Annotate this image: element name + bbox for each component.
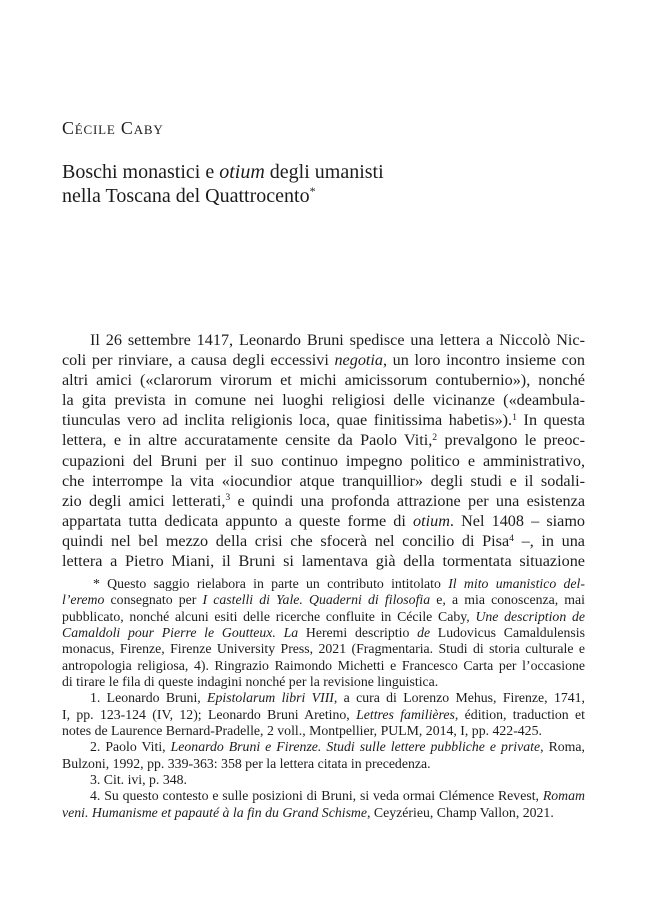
text-run: notes de Laurence Bernard-Pradelle, 2 voll., Montpellier, PULM, 2014, I, pp. 422-425. <box>62 723 542 739</box>
text-run: tiunculas vero ad inclita religionis loca, quae finitissima habetis»). <box>62 411 513 430</box>
body-line <box>62 511 585 531</box>
footnote-line <box>62 788 585 804</box>
text-run: . Nel 1408 – siamo <box>449 511 586 530</box>
text-run: monacus, Firenze, Firenze University Press, 2021 (Fragmentaria. Studi di storia culturale e <box>62 641 585 657</box>
text-run: e quindi una profonda attrazione per una esistenza <box>230 491 585 510</box>
text-run: prevalgono le preoc- <box>437 431 586 450</box>
text-run: quindi nel bel mezzo della crisi che sfocerà nel concilio di Pisa <box>62 531 510 550</box>
title-line <box>62 184 384 208</box>
footnote-line <box>62 723 585 739</box>
footnote-line <box>62 592 585 608</box>
article-title <box>62 160 384 208</box>
footnote-line <box>62 739 585 755</box>
text-run: coli per rinviare, a causa degli eccessivi <box>62 351 335 370</box>
body-line <box>62 430 585 450</box>
footnote-ref: 2 <box>432 432 438 444</box>
text-run: * Questo saggio rielabora in parte un contributo intitolato <box>93 576 449 591</box>
footnote-ref: 1 <box>512 412 517 424</box>
body-line <box>62 451 585 471</box>
italic-run: Leonardo Bruni e Firenze. Studi sulle lettere pubbliche e private <box>170 739 541 755</box>
text-run: , un loro incontro insieme con <box>383 351 585 370</box>
author-name: Cécile Caby <box>62 118 164 138</box>
body-line <box>62 370 585 390</box>
footnote-star <box>62 576 585 690</box>
text-run: 2. Paolo Viti, <box>90 739 171 755</box>
text-run: zio degli amici letterati, <box>62 491 226 510</box>
footnote-line <box>62 805 585 821</box>
text-run: lettera, e in altre accuratamente censite da Paolo Viti, <box>62 431 433 450</box>
footnote-line <box>62 690 585 706</box>
footnote-4 <box>62 788 585 821</box>
text-run: –, in una <box>513 531 585 550</box>
footnotes <box>62 576 585 821</box>
title-text: degli umanisti <box>264 161 384 183</box>
text-run: Ludovicus Camaldulensis <box>430 625 585 641</box>
footnote-ref: 3 <box>225 492 231 504</box>
body-line <box>62 410 585 430</box>
text-run: Heremi descriptio <box>298 625 418 641</box>
title-text: Boschi monastici e <box>62 161 220 183</box>
text-run: , Roma, <box>540 739 585 755</box>
text-run: la gita prevista in comune nei luoghi religiosi delle vicinanze («deambula- <box>62 391 585 410</box>
text-run: 1. Leonardo Bruni, <box>90 690 208 706</box>
text-run: appartata tutta dedicata appunto a queste forme di <box>62 511 414 530</box>
italic-run: Il mito umanistico del- <box>448 576 585 591</box>
body-line <box>62 491 585 511</box>
text-run: pubblicato, nonché alcuni esiti delle ricerche confluite in Cécile Caby, <box>62 608 476 624</box>
body-line <box>62 551 585 571</box>
footnote-line <box>62 756 585 772</box>
body-line <box>62 330 585 350</box>
text-run: , Ceyzérieu, Champ Vallon, 2021. <box>367 804 554 820</box>
body-text <box>62 330 585 571</box>
italic-run: Camaldoli pour Pierre le Goutteux. La <box>62 625 299 641</box>
footnote-line <box>62 625 585 641</box>
title-text: nella Toscana del Quattrocento <box>62 185 310 207</box>
text-run: 3. Cit. ivi, p. 348. <box>90 772 187 788</box>
body-line <box>62 471 585 491</box>
footnote-line <box>62 772 585 788</box>
footnote-line <box>62 609 585 625</box>
footnote-line <box>62 658 585 674</box>
body-line <box>62 390 585 410</box>
italic-run: Lettres familières <box>356 706 455 722</box>
footnote-line <box>62 674 585 690</box>
italic-run: Epistolarum libri VIII <box>207 690 334 706</box>
text-run: lettera a Pietro Miani, il Bruni si lamentava già della tormentata situazione <box>62 552 585 571</box>
text-run: Il 26 settembre 1417, Leonardo Bruni spedisce una lettera a Niccolò Nic- <box>90 331 585 349</box>
text-run: , a cura di Lorenzo Mehus, Firenze, 1741, <box>333 690 585 706</box>
italic-run: otium <box>413 511 450 530</box>
italic-run: l’eremo <box>62 592 105 608</box>
text-run: I, pp. 123-124 (IV, 12); Leonardo Bruni Aretino, <box>62 706 357 722</box>
title-italic: otium <box>219 161 265 183</box>
footnote-line <box>62 707 585 723</box>
italic-run: de <box>417 625 431 641</box>
title-line <box>62 160 384 184</box>
footnote-1 <box>62 690 585 739</box>
text-run: consegnato per <box>104 592 203 608</box>
text-run: , édition, traduction et <box>454 706 585 722</box>
italic-run: veni. Humanisme et papauté à la fin du Grand Schisme <box>62 804 368 820</box>
footnote-line <box>62 641 585 657</box>
text-run: Bulzoni, 1992, pp. 339-363: 358 per la lettera citata in precedenza. <box>62 755 431 771</box>
text-run: cupazioni del Bruni per il suo continuo impegno politico e amministrativo, <box>62 451 585 470</box>
title-note-mark: * <box>309 184 316 199</box>
italic-run: Une description de <box>475 608 585 624</box>
footnote-2 <box>62 739 585 772</box>
footnote-3 <box>62 772 585 788</box>
italic-run: negotia <box>334 351 384 370</box>
italic-run: I castelli di Yale. Quaderni di filosofia <box>202 592 431 608</box>
italic-run: Romam <box>542 788 585 804</box>
text-run: In questa <box>516 411 585 430</box>
text-run: 4. Su questo contesto e sulle posizioni di Bruni, si veda ormai Clémence Revest, <box>90 788 543 804</box>
footnote-ref: 4 <box>509 532 514 544</box>
text-run: altri amici («clarorum virorum et michi amicissorum contubernio»), nonché <box>62 371 585 390</box>
body-line <box>62 531 585 551</box>
text-run: e, a mia conoscenza, mai <box>430 592 585 608</box>
body-line <box>62 350 585 370</box>
footnote-line <box>62 576 585 592</box>
text-run: che interrompe la vita «iocundior atque tranquillior» degli studi e il sodali- <box>62 471 585 490</box>
text-run: di tirare le fila di queste indagini nonché per la revisione linguistica. <box>62 674 439 690</box>
text-run: antropologia religiosa, 4). Ringrazio Raimondo Michetti e Francesco Carta per l’occasione <box>62 657 585 673</box>
